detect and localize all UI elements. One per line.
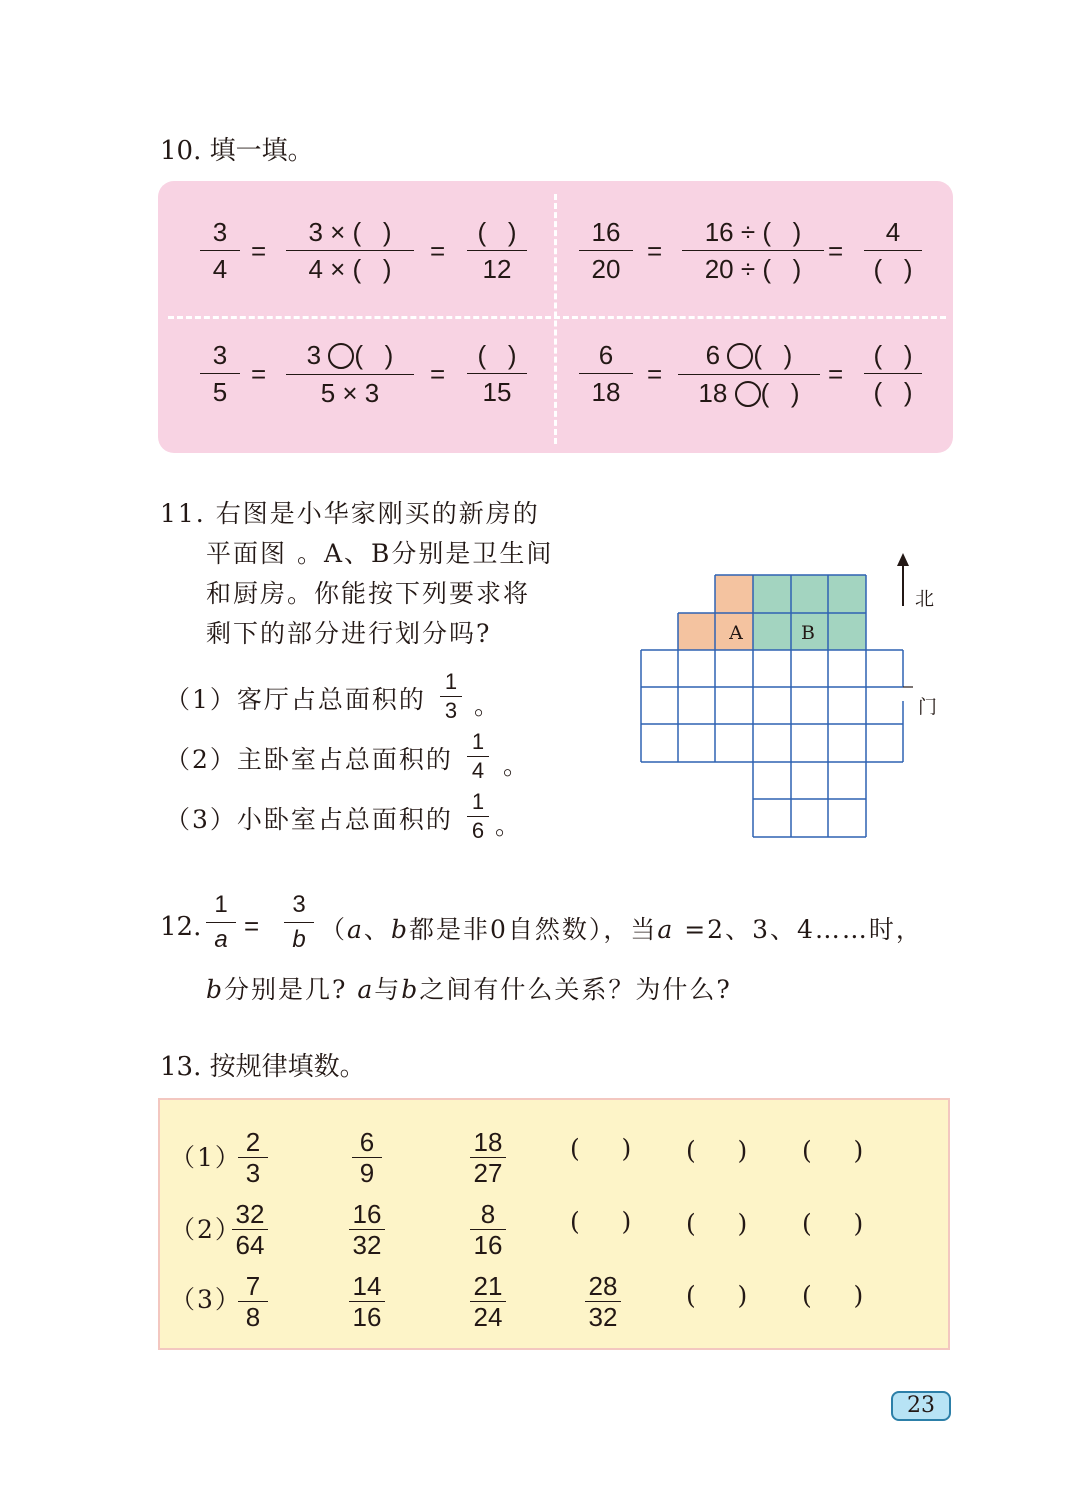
q10-r2l-frac2 xyxy=(286,342,414,406)
answer-blank[interactable]: ( ) xyxy=(802,1281,866,1310)
q10-r1l-frac3 xyxy=(467,219,527,282)
fraction-numerator: 6 ( ) xyxy=(705,340,793,370)
bathroom-cell xyxy=(715,575,753,613)
label-b: B xyxy=(801,622,815,644)
q13-row1-frac3: 18 27 xyxy=(470,1129,506,1186)
q12-frac2: 3 b xyxy=(284,893,314,952)
equals-sign: = xyxy=(251,359,267,389)
q13-row1-frac2: 6 9 xyxy=(352,1129,382,1186)
answer-blank[interactable]: ( ) xyxy=(802,1136,866,1165)
equals-sign: = xyxy=(647,359,663,389)
page-number: 23 xyxy=(891,1391,951,1421)
answer-blank[interactable]: ( ) xyxy=(570,1134,634,1163)
answer-blank[interactable]: ( ) xyxy=(570,1207,634,1236)
q10-r1l-frac2 xyxy=(286,219,414,282)
fraction-numerator: 4 xyxy=(885,217,901,247)
q11-item-3-fraction: 1 6 xyxy=(467,791,489,842)
fraction-denominator: 12 xyxy=(482,254,512,284)
operator-circle-blank[interactable] xyxy=(328,343,354,369)
fraction-denominator: 5 × 3 xyxy=(320,378,380,408)
q11-line3: 和厨房。你能按下列要求将 xyxy=(206,579,531,608)
fraction-numerator: 3 × ( ) xyxy=(308,217,392,247)
q13-row2-frac2: 16 32 xyxy=(349,1201,385,1258)
q13-row1-frac1: 2 3 xyxy=(238,1129,268,1186)
q11-item-1-label: （1）客厅占总面积的 xyxy=(165,685,426,714)
q13-row2-label: （2） xyxy=(170,1215,242,1244)
q12-line2: b分别是几? a与b之间有什么关系？为什么? xyxy=(206,975,732,1004)
equals-sign: = xyxy=(251,236,267,266)
equals-sign: = xyxy=(647,236,663,266)
fraction-numerator: 16 ÷ ( ) xyxy=(704,217,802,247)
north-arrowhead-icon xyxy=(897,553,909,566)
q10-vertical-divider xyxy=(554,194,557,444)
q11-line1: 11. 右图是小华家刚买的新房的 xyxy=(160,499,540,528)
q13-row3-frac3: 21 24 xyxy=(470,1273,506,1330)
fraction-denominator: 4 × ( ) xyxy=(308,254,392,284)
bathroom-cell xyxy=(678,613,715,650)
q10-r2r-frac1 xyxy=(579,342,633,405)
fraction-denominator: 20 xyxy=(591,254,621,284)
q11-item-2-label: （2）主卧室占总面积的 xyxy=(165,745,453,774)
q11-item-2-end: 。 xyxy=(503,751,531,780)
north-label: 北 xyxy=(915,588,935,610)
fraction-numerator: 3 xyxy=(212,217,228,247)
operator-circle-blank[interactable] xyxy=(735,381,761,407)
q10-r2r-frac2 xyxy=(678,342,820,407)
q13-row3-frac4: 28 32 xyxy=(585,1273,621,1330)
q11-line4: 剩下的部分进行划分吗? xyxy=(206,619,492,648)
q10-title: 10. 填一填。 xyxy=(160,136,314,166)
q13-row3-frac2: 14 16 xyxy=(349,1273,385,1330)
fraction-denominator: 5 xyxy=(212,377,228,407)
fraction-denominator: ( ) xyxy=(873,377,913,407)
q12-frac1: 1 a xyxy=(206,893,236,952)
q13-row3-label: （3） xyxy=(170,1285,242,1314)
q11-item-1-end: 。 xyxy=(474,691,502,720)
fraction-numerator: 3 ( ) xyxy=(306,340,394,370)
q13-row2-frac1: 32 64 xyxy=(232,1201,268,1258)
q11-item-3-label: （3）小卧室占总面积的 xyxy=(165,805,453,834)
q12-line1: （a、b都是非0自然数），当a =2、3、4……时， xyxy=(320,915,923,944)
q11-item-1-fraction: 1 3 xyxy=(440,671,462,722)
equals-sign: = xyxy=(430,359,446,389)
fraction-numerator: ( ) xyxy=(873,340,913,370)
fraction-numerator: ( ) xyxy=(477,340,517,370)
label-a: A xyxy=(729,622,743,644)
answer-blank[interactable]: ( ) xyxy=(686,1281,750,1310)
q11-line2: 平面图 。A、B分别是卫生间 xyxy=(206,539,554,568)
q10-r1r-frac1 xyxy=(579,219,633,282)
answer-blank[interactable]: ( ) xyxy=(802,1209,866,1238)
q10-horizontal-divider xyxy=(168,316,946,319)
q10-r2r-frac3 xyxy=(864,342,922,405)
door-label: 门 xyxy=(918,696,938,718)
answer-blank[interactable]: ( ) xyxy=(686,1209,750,1238)
fraction-numerator: ( ) xyxy=(477,217,517,247)
operator-circle-blank[interactable] xyxy=(727,343,753,369)
fraction-numerator: 16 xyxy=(591,217,621,247)
fraction-numerator: 6 xyxy=(598,340,614,370)
q13-title: 13. 按规律填数。 xyxy=(160,1052,366,1082)
floor-plan-grid xyxy=(630,550,950,850)
q11-item-2-fraction: 1 4 xyxy=(467,731,489,782)
equals-sign: = xyxy=(430,236,446,266)
fraction-denominator: 18 xyxy=(591,377,621,407)
q12-prefix: 12. xyxy=(160,912,202,942)
fraction-denominator: 18 ( ) xyxy=(698,378,800,408)
q10-r1r-frac3 xyxy=(864,219,922,282)
q10-r2l-frac1 xyxy=(200,342,240,405)
q13-row3-frac1: 7 8 xyxy=(238,1273,268,1330)
q11-item-3-end: 。 xyxy=(495,811,523,840)
answer-blank[interactable]: ( ) xyxy=(686,1136,750,1165)
q13-row2-frac3: 8 16 xyxy=(470,1201,506,1258)
fraction-numerator: 3 xyxy=(212,340,228,370)
q10-r1l-frac1 xyxy=(200,219,240,282)
fraction-denominator: 4 xyxy=(212,254,228,284)
equals-sign: = xyxy=(828,359,844,389)
fraction-denominator: 15 xyxy=(482,377,512,407)
q13-row1-label: （1） xyxy=(170,1143,242,1172)
q10-r2l-frac3 xyxy=(467,342,527,405)
fraction-denominator: ( ) xyxy=(873,254,913,284)
q10-r1r-frac2 xyxy=(682,219,824,282)
equals-sign: = xyxy=(828,236,844,266)
fraction-denominator: 20 ÷ ( ) xyxy=(704,254,802,284)
equals-sign: = xyxy=(244,911,260,941)
